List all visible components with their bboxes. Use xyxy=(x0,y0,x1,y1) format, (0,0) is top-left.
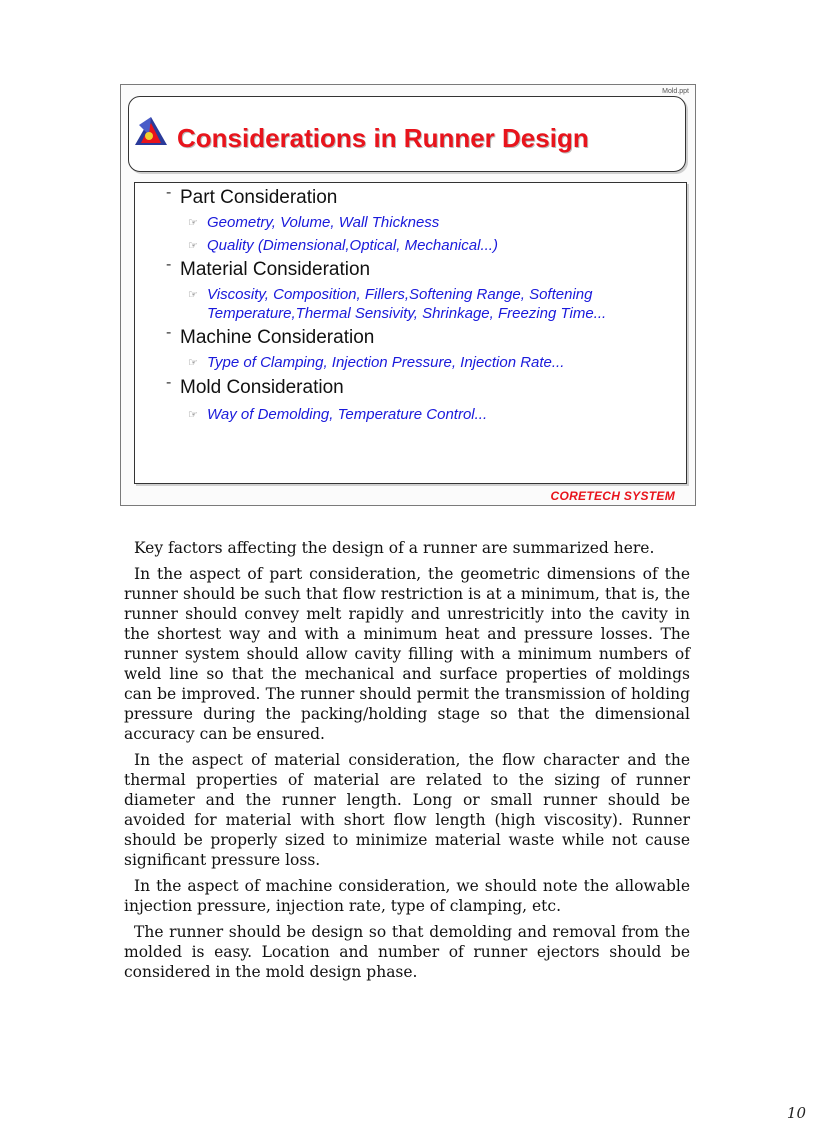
section-heading-mold: - Mold Consideration xyxy=(166,374,344,398)
list-item: ☞ Viscosity, Composition, Fillers,Softening Range, Softening Temperature,Thermal Sensivity, Shrinkage, Freezing Time... xyxy=(188,286,607,322)
body-text xyxy=(124,538,690,988)
dash-bullet-icon: - xyxy=(166,184,172,201)
pointing-hand-icon: ☞ xyxy=(188,217,198,229)
slide-title-box xyxy=(128,96,686,172)
dash-bullet-icon: - xyxy=(166,374,172,391)
list-item: ☞ Quality (Dimensional,Optical, Mechanical...) xyxy=(188,237,498,254)
slide-file-label: Mold.ppt xyxy=(662,88,689,95)
section-heading-material: - Material Consideration xyxy=(166,256,371,280)
paragraph: In the aspect of part consideration, the geometric dimensions of the runner should be such that flow restriction is at a minimum, that is, the runner should convey melt rapidly and unrestricitly into the cavity in the shortest way and with a minimum heat and pressure losses. The runner system should allow cavity filling with a minimum numbers of weld line so that the mechanical and surface properties of moldings can be improved. The runner should permit the transmission of holding pressure during the packing/holding stage so that the dimensional accuracy can be ensured. xyxy=(124,565,690,743)
paragraph: In the aspect of machine consideration, we should note the allowable injection pressure, injection rate, type of clamping, etc. xyxy=(124,877,690,915)
list-item: ☞ Geometry, Volume, Wall Thickness xyxy=(188,214,440,231)
pointing-hand-icon: ☞ xyxy=(188,409,198,421)
list-item: ☞ Type of Clamping, Injection Pressure, Injection Rate... xyxy=(188,354,565,371)
section-heading-part: - Part Consideration xyxy=(166,184,338,208)
slide-content-box xyxy=(134,182,687,484)
coretech-logo-icon xyxy=(133,115,169,151)
list-item: ☞ Way of Demolding, Temperature Control... xyxy=(188,406,488,423)
pointing-hand-icon: ☞ xyxy=(188,357,198,369)
page-number: 10 xyxy=(786,1104,806,1122)
slide-title: Considerations in Runner Design xyxy=(177,123,589,153)
section-heading-machine: - Machine Consideration xyxy=(166,324,375,348)
brand-label: CORETECH SYSTEM xyxy=(550,489,675,503)
pointing-hand-icon: ☞ xyxy=(188,240,198,252)
slide-frame xyxy=(120,84,696,506)
dash-bullet-icon: - xyxy=(166,256,172,273)
dash-bullet-icon: - xyxy=(166,324,172,341)
pointing-hand-icon: ☞ xyxy=(188,289,198,301)
paragraph: The runner should be design so that demolding and removal from the molded is easy. Location and number of runner ejectors should be considered in the mold design phase. xyxy=(124,923,690,981)
paragraph: In the aspect of material consideration, the flow character and the thermal properties of material are related to the sizing of runner diameter and the runner length. Long or small runner should be avoided for material with short flow length (high viscosity). Runner should be properly sized to minimize material waste while not cause significant pressure loss. xyxy=(124,751,690,869)
paragraph: Key factors affecting the design of a runner are summarized here. xyxy=(134,539,655,557)
